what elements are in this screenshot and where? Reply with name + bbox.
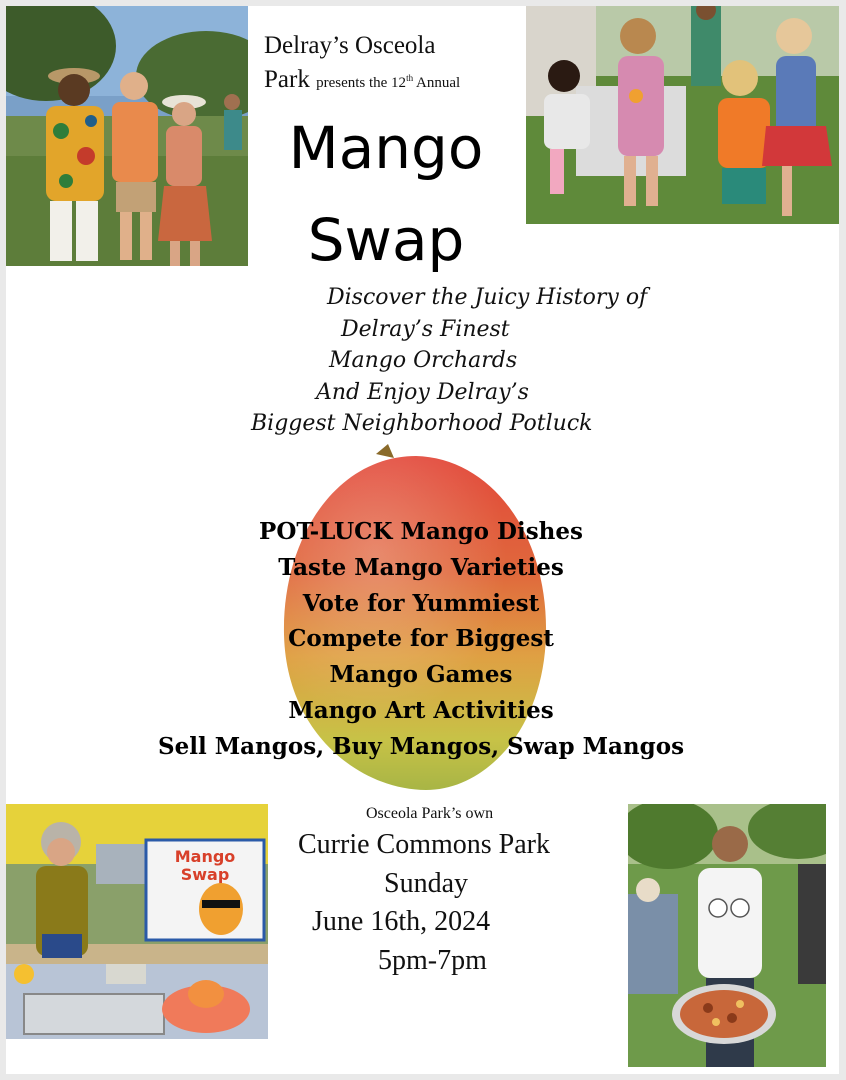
- tagline-line-3: Mango Orchards: [329, 348, 518, 373]
- activity-item: Mango Games: [329, 661, 513, 689]
- venue-location: Currie Commons Park: [298, 829, 550, 860]
- activity-item: POT-LUCK Mango Dishes: [259, 518, 583, 545]
- photo-attendees-group: [6, 6, 248, 266]
- event-date: June 16th, 2024: [312, 906, 491, 937]
- presents-prefix: presents the 12: [316, 75, 407, 91]
- tagline-line-2: Delray’s Finest: [341, 317, 510, 342]
- activity-item: Mango Art Activities: [288, 696, 554, 724]
- activity-item: Taste Mango Varieties: [278, 553, 564, 581]
- presenter-park: Park: [264, 66, 310, 93]
- title-mango: Mango: [288, 114, 484, 182]
- sign-text-line-2: Swap: [180, 865, 230, 884]
- flyer-page: [6, 6, 839, 1074]
- presenter-line-1: Delray’s Osceola: [264, 32, 436, 59]
- photo-children-with-mangos: [526, 6, 839, 224]
- sign-text-line-1: Mango: [174, 847, 236, 866]
- event-time: 5pm-7pm: [378, 945, 487, 976]
- presenter-line-2: [264, 62, 460, 99]
- title-swap: Swap: [307, 206, 465, 274]
- venue-intro: Osceola Park’s own: [366, 805, 494, 822]
- activity-item: Vote for Yummiest: [302, 589, 540, 617]
- tagline-line-4: And Enjoy Delray’s: [316, 380, 529, 405]
- presents-suffix: Annual: [416, 75, 461, 91]
- ordinal-suffix: th: [406, 73, 414, 83]
- activity-item: Compete for Biggest: [288, 625, 554, 653]
- presenter-text: [264, 30, 460, 99]
- tagline-line-1: Discover the Juicy History of: [327, 285, 648, 310]
- presents-annual: [316, 75, 460, 91]
- tagline-line-5: Biggest Neighborhood Potluck: [251, 411, 593, 436]
- photo-art-table: [6, 804, 268, 1039]
- activities-list: [96, 514, 746, 765]
- event-day: Sunday: [384, 868, 468, 899]
- photo-man-with-dish: [628, 804, 826, 1067]
- activity-item: Sell Mangos, Buy Mangos, Swap Mangos: [157, 732, 685, 760]
